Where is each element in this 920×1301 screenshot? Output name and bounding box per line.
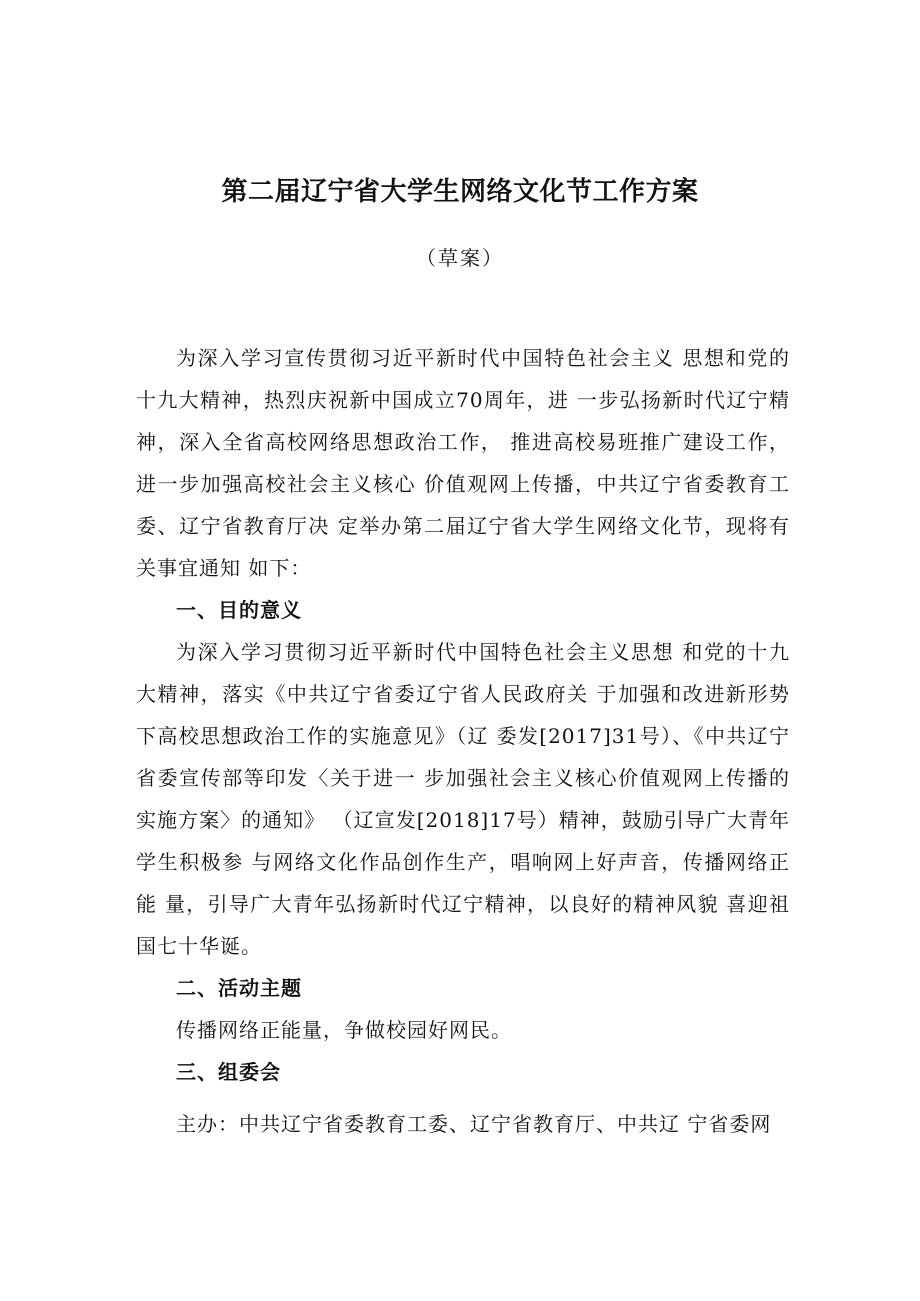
section-paragraph-theme: 传播网络正能量，争做校园好网民。 [176,1018,512,1042]
document-subtitle: （草案） [416,246,504,270]
document-body [136,337,790,1145]
section-paragraph-purpose: 为深入学习贯彻习近平新时代中国特色社会主义思想 和党的十九大精神，落实《中共辽宁省委辽宁省人民政府关 于加强和改进新形势下高校思想政治工作的实施意见》（辽 委发[2017]31号）、《中共辽宁省委宣传部等印发〈关于进一 步加强社会主义核心价值观网上传播的实施方案〉的通知》 （辽宣发[2018]17号）精神，鼓励引导广大青年学生积极参 与网络文化作品创作生产，唱响网上好声音，传播网络正能 量，引导广大青年弘扬新时代辽宁精神，以良好的精神风貌 喜迎祖国七十华诞。 [136,640,790,958]
section-heading-purpose: 一、目的意义 [176,598,302,622]
document-title: 第二届辽宁省大学生网络文化节工作方案 [221,177,699,207]
section-paragraph-committee: 主办：中共辽宁省委教育工委、辽宁省教育厅、中共辽 宁省委网 [176,1112,772,1136]
intro-paragraph: 为深入学习宣传贯彻习近平新时代中国特色社会主义 思想和党的十九大精神，热烈庆祝新中国成立70周年，进 一步弘扬新时代辽宁精神，深入全省高校网络思想政治工作， 推进高校易班推广建设工作，进一步加强高校社会主义核心 价值观网上传播，中共辽宁省委教育工委、辽宁省教育厅决 定举办第二届辽宁省大学生网络文化节，现将有关事宜通知 如下： [136,346,790,580]
section-heading-theme: 二、活动主题 [176,976,302,1000]
section-heading-committee: 三、组委会 [176,1060,281,1084]
